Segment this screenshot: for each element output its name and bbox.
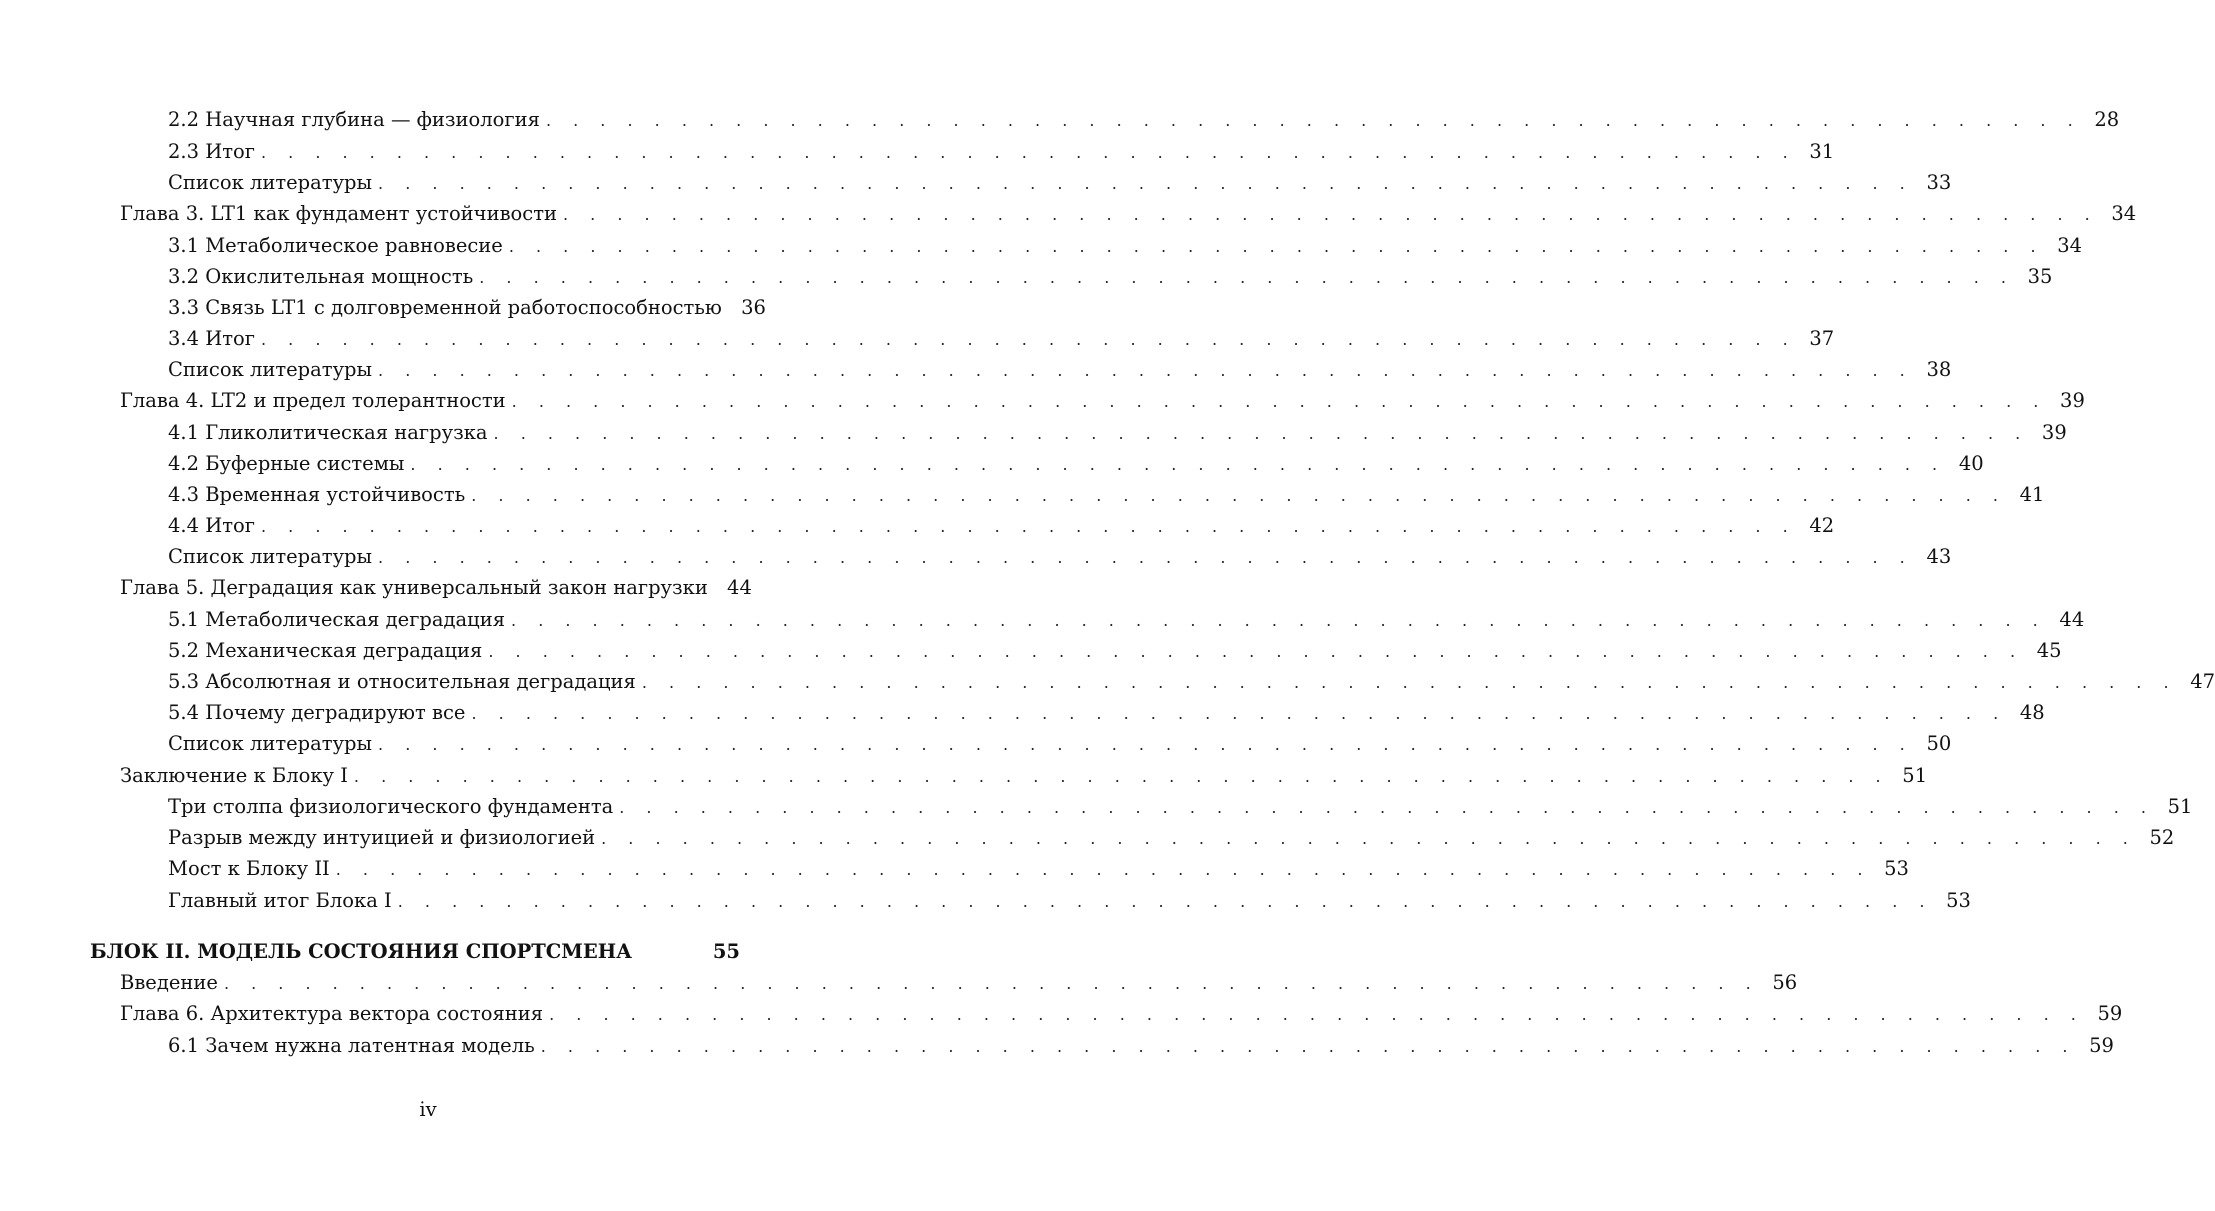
toc-entry-page: 33 [1926,171,1952,194]
dot-leader: . . . . . . . . . . . . . . . . . . . . . . . . . . . . . . . . . . . . . . . . . . . . . . . . . . . . . . . . . [378,361,1914,380]
dot-leader: . . . . . . . . . . . . . . . . . . . . . . . . . . . . . . . . . . . . . . . . . . . . . . . . . . . . . . . . . [641,673,2178,692]
toc-entry-title: Список литературы [168,545,373,568]
toc-entry-page: 44 [2059,608,2085,631]
dot-leader: . . . . . . . . . . . . . . . . . . . . . . . . . . . . . . . . . . . . . . . . . . . . . . . . . . . . . . . . . [223,974,1760,993]
dot-leader: . . . . . . . . . . . . . . . . . . . . . . . . . . . . . . . . . . . . . . . . . . . . . . . . . . . . . . . . . [493,424,2029,443]
dot-leader: . . . . . . . . . . . . . . . . . . . . . . . . . . . . . . . . . . . . . . . . . . . . . . . . . . . . . . . . . [471,486,2007,505]
toc-entry-page: 47 [2190,670,2215,693]
toc-entry-title: 4.3 Временная устойчивость [168,483,466,506]
toc-chapter-entry[interactable] [120,762,1928,790]
toc-entry-title: Разрыв между интуицией и физиологией [168,826,596,849]
dot-leader: . . . . . . . . . . . . . . . . . . . . . . . . . . . . . . . . . . . . . . . . . . . . . . . . . . . . . . . . . [378,174,1914,193]
toc-entry-page: 37 [1809,327,1835,350]
toc-entry-page: 53 [1946,889,1971,912]
toc-section-entry[interactable] [168,481,2045,509]
toc-section-entry[interactable] [168,699,2045,727]
toc-entry-page: 55 [712,940,740,963]
toc-entry-title: 5.4 Почему деградируют все [168,701,466,724]
toc-entry-page: 50 [1926,732,1952,755]
toc-entry-title: 5.1 Метаболическая деградация [168,608,506,631]
toc-entry-page: 53 [1884,857,1909,880]
toc-section-entry[interactable] [168,263,2053,291]
dot-leader: . . . . . . . . . . . . . . . . . . . . . . . . . . . . . . . . . . . . . . . . . . . . . . . . . . . . . . . . . [378,548,1914,567]
toc-section-entry[interactable] [168,450,1984,478]
toc-entry-title: 3.4 Итог [168,327,255,350]
page-number: iv [419,1098,437,1121]
toc-entry-page: 28 [2094,108,2120,131]
toc-entry-page: 40 [1958,452,1984,475]
toc-section-entry[interactable] [168,169,1952,197]
dot-leader: . . . . . . . . . . . . . . . . . . . . . . . . . . . . . . . . . . . . . . . . . . . . . . . . . . . . . . . . . [479,268,2015,287]
dot-leader: . . . . . . . . . . . . . . . . . . . . . . . . . . . . . . . . . . . . . . . . . . . . . . . . . . . . . . . . . [260,330,1797,349]
toc-entry-page: 56 [1772,971,1798,994]
toc-section-entry[interactable] [168,637,2062,665]
toc-entry-page: 43 [1926,545,1952,568]
toc-entry-page: 39 [2041,421,2067,444]
toc-entry-title: Глава 4. LT2 и предел толерантности [120,389,506,412]
toc-section-entry[interactable] [168,294,766,322]
toc-entry-title: 4.4 Итог [168,514,255,537]
toc-entry-title: 3.2 Окислительная мощность [168,265,474,288]
toc-section-entry[interactable] [168,543,1952,571]
toc-section-entry[interactable] [168,232,2083,260]
dot-leader: . . . . . . . . . . . . . . . . . . . . . . . . . . . . . . . . . . . . . . . . . . . . . . . . . . . . . . . . . [488,642,2024,661]
toc-entry-page: 34 [2111,202,2137,225]
toc-entry-page: 36 [741,296,766,319]
dot-leader: . . . . . . . . . . . . . . . . . . . . . . . . . . . . . . . . . . . . . . . . . . . . . . . . . . . . . . . . . [397,892,1933,911]
toc-entry-title: Глава 3. LT1 как фундамент устойчивости [120,202,557,225]
toc-section-entry[interactable] [168,325,1835,353]
toc-entry-page: 34 [2057,234,2083,257]
toc-chapter-entry[interactable] [120,387,2085,415]
toc-entry-page: 48 [2019,701,2045,724]
toc-entry-title: Список литературы [168,358,373,381]
toc-entry-title: Главный итог Блока I [168,889,392,912]
dot-leader: . . . . . . . . . . . . . . . . . . . . . . . . . . . . . . . . . . . . . . . . . . . . . . . . . . . . . . . . . [549,1005,2085,1024]
toc-entry-title: 2.3 Итог [168,140,255,163]
toc-entry-title: 3.1 Метаболическое равновесие [168,234,503,257]
dot-leader: . . . . . . . . . . . . . . . . . . . . . . . . . . . . . . . . . . . . . . . . . . . . . . . . . . . . . . . . . [335,860,1871,879]
toc-section-entry[interactable] [168,512,1835,540]
toc-chapter-entry[interactable] [120,574,752,602]
toc-entry-page: 44 [727,576,752,599]
toc-entry-title: Введение [120,971,218,994]
dot-leader: . . . . . . . . . . . . . . . . . . . . . . . . . . . . . . . . . . . . . . . . . . . . . . . . . . . . . . . . . [260,143,1797,162]
toc-entry-page: 41 [2019,483,2045,506]
toc-entry-page: 59 [2097,1002,2123,1025]
dot-leader: . . . . . . . . . . . . . . . . . . . . . . . . . . . . . . . . . . . . . . . . . . . . . . . . . . . . . . . . . [471,704,2007,723]
toc-section-entry[interactable] [168,356,1952,384]
toc-entry-title: 5.3 Абсолютная и относительная деградация [168,670,636,693]
toc-entry-title: Глава 6. Архитектура вектора состояния [120,1002,544,1025]
dot-leader: . . . . . . . . . . . . . . . . . . . . . . . . . . . . . . . . . . . . . . . . . . . . . . . . . . . . . . . . . [378,735,1914,754]
toc-section-entry[interactable] [168,106,2120,134]
toc-entry-page: 31 [1809,140,1835,163]
toc-section-entry[interactable] [168,824,2175,852]
toc-entry-title: 6.1 Зачем нужна латентная модель [168,1034,535,1057]
toc-entry-page: 42 [1809,514,1835,537]
toc-section-entry[interactable] [168,668,2215,696]
toc-entry-title: Три столпа физиологического фундамента [168,795,614,818]
toc-entry-page: 51 [1902,764,1928,787]
toc-section-entry[interactable] [168,887,1971,915]
toc-chapter-entry[interactable] [120,200,2137,228]
dot-leader: . . . . . . . . . . . . . . . . . . . . . . . . . . . . . . . . . . . . . . . . . . . . . . . . . . . . . . . . . [601,829,2137,848]
toc-part-entry[interactable] [90,938,740,966]
toc-entry-title: 4.2 Буферные системы [168,452,405,475]
toc-entry-page: 45 [2036,639,2062,662]
toc-entry-page: 38 [1926,358,1952,381]
dot-leader: . . . . . . . . . . . . . . . . . . . . . . . . . . . . . . . . . . . . . . . . . . . . . . . . . . . . . . . . . [619,798,2155,817]
toc-entry-title: Список литературы [168,732,373,755]
toc-entry-title: БЛОК II. МОДЕЛЬ СОСТОЯНИЯ СПОРТСМЕНА [90,940,633,963]
dot-leader: . . . . . . . . . . . . . . . . . . . . . . . . . . . . . . . . . . . . . . . . . . . . . . . . . . . . . . . . . [511,611,2047,630]
dot-leader: . . . . . . . . . . . . . . . . . . . . . . . . . . . . . . . . . . . . . . . . . . . . . . . . . . . . . . . . . [563,205,2099,224]
toc-entry-page: 51 [2167,795,2193,818]
dot-leader: . . . . . . . . . . . . . . . . . . . . . . . . . . . . . . . . . . . . . . . . . . . . . . . . . . . . . . . . . [353,767,1890,786]
toc-section-entry[interactable] [168,730,1952,758]
toc-chapter-entry[interactable] [120,969,1798,997]
toc-section-entry[interactable] [168,1032,2114,1060]
dot-leader: . . . . . . . . . . . . . . . . . . . . . . . . . . . . . . . . . . . . . . . . . . . . . . . . . . . . . . . . . [511,392,2047,411]
toc-entry-page: 39 [2060,389,2085,412]
dot-leader: . . . . . . . . . . . . . . . . . . . . . . . . . . . . . . . . . . . . . . . . . . . . . . . . . . . . . . . . . [545,111,2082,130]
dot-leader: . . . . . . . . . . . . . . . . . . . . . . . . . . . . . . . . . . . . . . . . . . . . . . . . . . . . . . . . . [260,517,1797,536]
toc-entry-title: 2.2 Научная глубина — физиология [168,108,540,131]
toc-entry-title: Заключение к Блоку I [120,764,348,787]
toc-entry-title: Список литературы [168,171,373,194]
toc-entry-page: 59 [2089,1034,2114,1057]
toc-entry-title: Мост к Блоку II [168,857,330,880]
dot-leader: . . . . . . . . . . . . . . . . . . . . . . . . . . . . . . . . . . . . . . . . . . . . . . . . . . . . . . . . . [508,237,2045,256]
dot-leader: . . . . . . . . . . . . . . . . . . . . . . . . . . . . . . . . . . . . . . . . . . . . . . . . . . . . . . . . . [540,1037,2076,1056]
toc-entry-page: 52 [2149,826,2175,849]
toc-chapter-entry[interactable] [120,1000,2123,1028]
toc-section-entry[interactable] [168,419,2067,447]
toc-entry-title: Глава 5. Деградация как универсальный закон нагрузки [120,576,708,599]
toc-entry-title: 5.2 Механическая деградация [168,639,483,662]
toc-section-entry[interactable] [168,855,1909,883]
toc-entry-page: 35 [2027,265,2053,288]
toc-section-entry[interactable] [168,793,2193,821]
dot-leader: . . . . . . . . . . . . . . . . . . . . . . . . . . . . . . . . . . . . . . . . . . . . . . . . . . . . . . . . . [410,455,1946,474]
toc-entry-title: 3.3 Связь LT1 с долговременной работоспособностью [168,296,722,319]
toc-entry-title: 4.1 Гликолитическая нагрузка [168,421,488,444]
toc-section-entry[interactable] [168,606,2085,634]
toc-section-entry[interactable] [168,138,1835,166]
